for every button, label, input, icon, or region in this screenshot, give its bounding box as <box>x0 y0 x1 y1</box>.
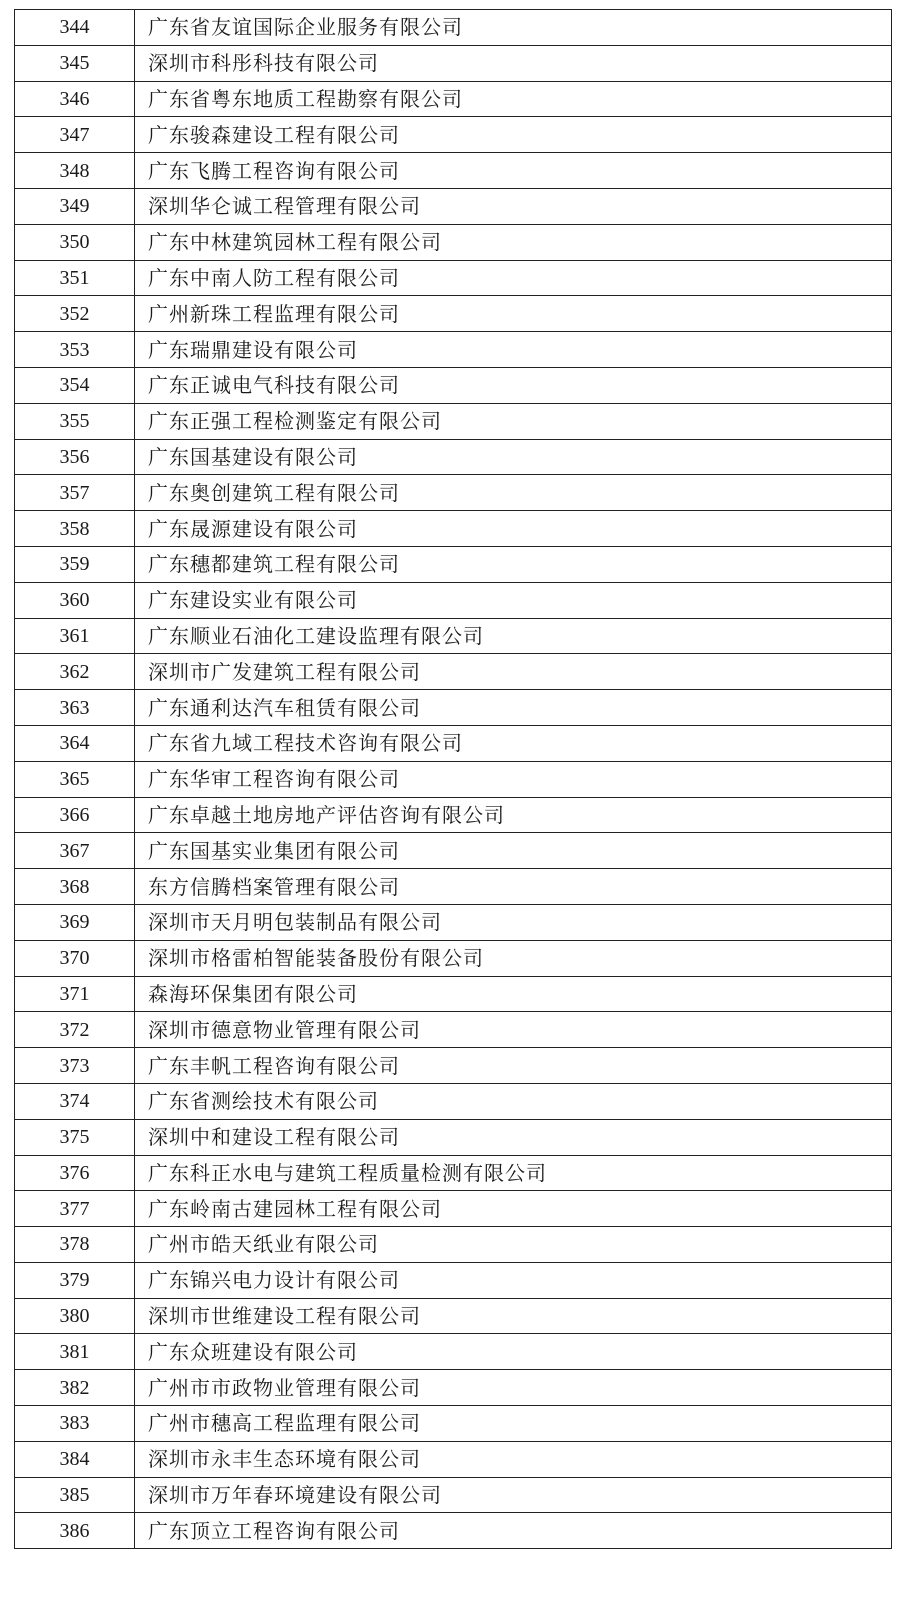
serial-number-cell: 350 <box>15 224 135 260</box>
serial-number-cell: 367 <box>15 833 135 869</box>
serial-number-cell: 366 <box>15 797 135 833</box>
serial-number-cell: 371 <box>15 976 135 1012</box>
company-name-cell: 深圳市德意物业管理有限公司 <box>135 1012 892 1048</box>
company-name-cell: 广东顺业石油化工建设监理有限公司 <box>135 618 892 654</box>
serial-number-cell: 354 <box>15 367 135 403</box>
company-name-cell: 广东科正水电与建筑工程质量检测有限公司 <box>135 1155 892 1191</box>
table-row <box>15 224 892 260</box>
serial-number-cell: 373 <box>15 1048 135 1084</box>
serial-number-cell: 346 <box>15 81 135 117</box>
company-name-cell: 深圳中和建设工程有限公司 <box>135 1119 892 1155</box>
table-row <box>15 797 892 833</box>
company-name-cell: 广东省粤东地质工程勘察有限公司 <box>135 81 892 117</box>
company-name-cell: 广东晟源建设有限公司 <box>135 511 892 547</box>
company-name-cell: 深圳市永丰生态环境有限公司 <box>135 1441 892 1477</box>
serial-number-cell: 380 <box>15 1298 135 1334</box>
company-name-cell: 广东丰帆工程咨询有限公司 <box>135 1048 892 1084</box>
table-row <box>15 1513 892 1549</box>
serial-number-cell: 353 <box>15 332 135 368</box>
company-name-cell: 深圳市格雷柏智能装备股份有限公司 <box>135 940 892 976</box>
company-name-cell: 广州新珠工程监理有限公司 <box>135 296 892 332</box>
serial-number-cell: 360 <box>15 582 135 618</box>
company-name-cell: 广东通利达汽车租赁有限公司 <box>135 690 892 726</box>
table-row <box>15 618 892 654</box>
serial-number-cell: 384 <box>15 1441 135 1477</box>
table-row <box>15 511 892 547</box>
serial-number-cell: 382 <box>15 1370 135 1406</box>
company-name-cell: 深圳华仑诚工程管理有限公司 <box>135 188 892 224</box>
serial-number-cell: 362 <box>15 654 135 690</box>
company-name-cell: 深圳市世维建设工程有限公司 <box>135 1298 892 1334</box>
table-row <box>15 1155 892 1191</box>
table-row <box>15 904 892 940</box>
table-row <box>15 117 892 153</box>
company-name-cell: 广东中林建筑园林工程有限公司 <box>135 224 892 260</box>
serial-number-cell: 375 <box>15 1119 135 1155</box>
serial-number-cell: 349 <box>15 188 135 224</box>
serial-number-cell: 347 <box>15 117 135 153</box>
table-body <box>15 10 892 1549</box>
table-row <box>15 1477 892 1513</box>
company-name-cell: 广东锦兴电力设计有限公司 <box>135 1262 892 1298</box>
table-row <box>15 1227 892 1263</box>
table-row <box>15 475 892 511</box>
serial-number-cell: 359 <box>15 546 135 582</box>
serial-number-cell: 358 <box>15 511 135 547</box>
table-row <box>15 690 892 726</box>
company-name-cell: 广东骏森建设工程有限公司 <box>135 117 892 153</box>
serial-number-cell: 361 <box>15 618 135 654</box>
company-name-cell: 深圳市天月明包装制品有限公司 <box>135 904 892 940</box>
serial-number-cell: 369 <box>15 904 135 940</box>
serial-number-cell: 355 <box>15 403 135 439</box>
company-name-cell: 广东顶立工程咨询有限公司 <box>135 1513 892 1549</box>
table-row <box>15 153 892 189</box>
table-row <box>15 296 892 332</box>
serial-number-cell: 365 <box>15 761 135 797</box>
company-name-cell: 广东众班建设有限公司 <box>135 1334 892 1370</box>
company-name-cell: 深圳市科彤科技有限公司 <box>135 45 892 81</box>
table-row <box>15 582 892 618</box>
serial-number-cell: 357 <box>15 475 135 511</box>
company-name-cell: 广东华审工程咨询有限公司 <box>135 761 892 797</box>
table-row <box>15 1048 892 1084</box>
company-name-cell: 广东奥创建筑工程有限公司 <box>135 475 892 511</box>
table-row <box>15 1119 892 1155</box>
serial-number-cell: 378 <box>15 1227 135 1263</box>
company-name-cell: 广东建设实业有限公司 <box>135 582 892 618</box>
table-row <box>15 1334 892 1370</box>
table-row <box>15 81 892 117</box>
table-row <box>15 367 892 403</box>
company-name-cell: 广东穗都建筑工程有限公司 <box>135 546 892 582</box>
table-row <box>15 10 892 46</box>
table-row <box>15 976 892 1012</box>
serial-number-cell: 351 <box>15 260 135 296</box>
serial-number-cell: 368 <box>15 869 135 905</box>
company-name-cell: 广东飞腾工程咨询有限公司 <box>135 153 892 189</box>
table-row <box>15 1262 892 1298</box>
company-name-cell: 广东国基建设有限公司 <box>135 439 892 475</box>
table-row <box>15 546 892 582</box>
serial-number-cell: 374 <box>15 1083 135 1119</box>
table-row <box>15 1441 892 1477</box>
table-row <box>15 833 892 869</box>
serial-number-cell: 385 <box>15 1477 135 1513</box>
table-row <box>15 1298 892 1334</box>
serial-number-cell: 372 <box>15 1012 135 1048</box>
company-name-cell: 广东国基实业集团有限公司 <box>135 833 892 869</box>
company-name-cell: 深圳市万年春环境建设有限公司 <box>135 1477 892 1513</box>
table-row <box>15 1191 892 1227</box>
table-row <box>15 439 892 475</box>
company-name-cell: 广东瑞鼎建设有限公司 <box>135 332 892 368</box>
table-row <box>15 188 892 224</box>
company-name-cell: 广东省友谊国际企业服务有限公司 <box>135 10 892 46</box>
table-row <box>15 761 892 797</box>
serial-number-cell: 376 <box>15 1155 135 1191</box>
table-row <box>15 332 892 368</box>
serial-number-cell: 348 <box>15 153 135 189</box>
company-name-cell: 广东正强工程检测鉴定有限公司 <box>135 403 892 439</box>
company-name-cell: 东方信腾档案管理有限公司 <box>135 869 892 905</box>
serial-number-cell: 363 <box>15 690 135 726</box>
serial-number-cell: 364 <box>15 725 135 761</box>
company-name-cell: 广东正诚电气科技有限公司 <box>135 367 892 403</box>
table-row <box>15 403 892 439</box>
company-name-cell: 广东省九域工程技术咨询有限公司 <box>135 725 892 761</box>
company-name-cell: 深圳市广发建筑工程有限公司 <box>135 654 892 690</box>
company-name-cell: 广州市穗高工程监理有限公司 <box>135 1406 892 1442</box>
table-row <box>15 725 892 761</box>
company-name-cell: 广东岭南古建园林工程有限公司 <box>135 1191 892 1227</box>
serial-number-cell: 379 <box>15 1262 135 1298</box>
serial-number-cell: 386 <box>15 1513 135 1549</box>
company-list-table <box>14 9 892 1549</box>
table-row <box>15 45 892 81</box>
serial-number-cell: 383 <box>15 1406 135 1442</box>
serial-number-cell: 370 <box>15 940 135 976</box>
serial-number-cell: 356 <box>15 439 135 475</box>
table-row <box>15 940 892 976</box>
table-row <box>15 1083 892 1119</box>
company-name-cell: 广州市皓天纸业有限公司 <box>135 1227 892 1263</box>
serial-number-cell: 344 <box>15 10 135 46</box>
serial-number-cell: 352 <box>15 296 135 332</box>
table-row <box>15 654 892 690</box>
table-row <box>15 869 892 905</box>
serial-number-cell: 377 <box>15 1191 135 1227</box>
company-name-cell: 广州市市政物业管理有限公司 <box>135 1370 892 1406</box>
table-row <box>15 1370 892 1406</box>
company-name-cell: 广东省测绘技术有限公司 <box>135 1083 892 1119</box>
company-name-cell: 广东中南人防工程有限公司 <box>135 260 892 296</box>
serial-number-cell: 345 <box>15 45 135 81</box>
company-name-cell: 森海环保集团有限公司 <box>135 976 892 1012</box>
serial-number-cell: 381 <box>15 1334 135 1370</box>
table-row <box>15 260 892 296</box>
table-row <box>15 1012 892 1048</box>
table-row <box>15 1406 892 1442</box>
company-name-cell: 广东卓越土地房地产评估咨询有限公司 <box>135 797 892 833</box>
